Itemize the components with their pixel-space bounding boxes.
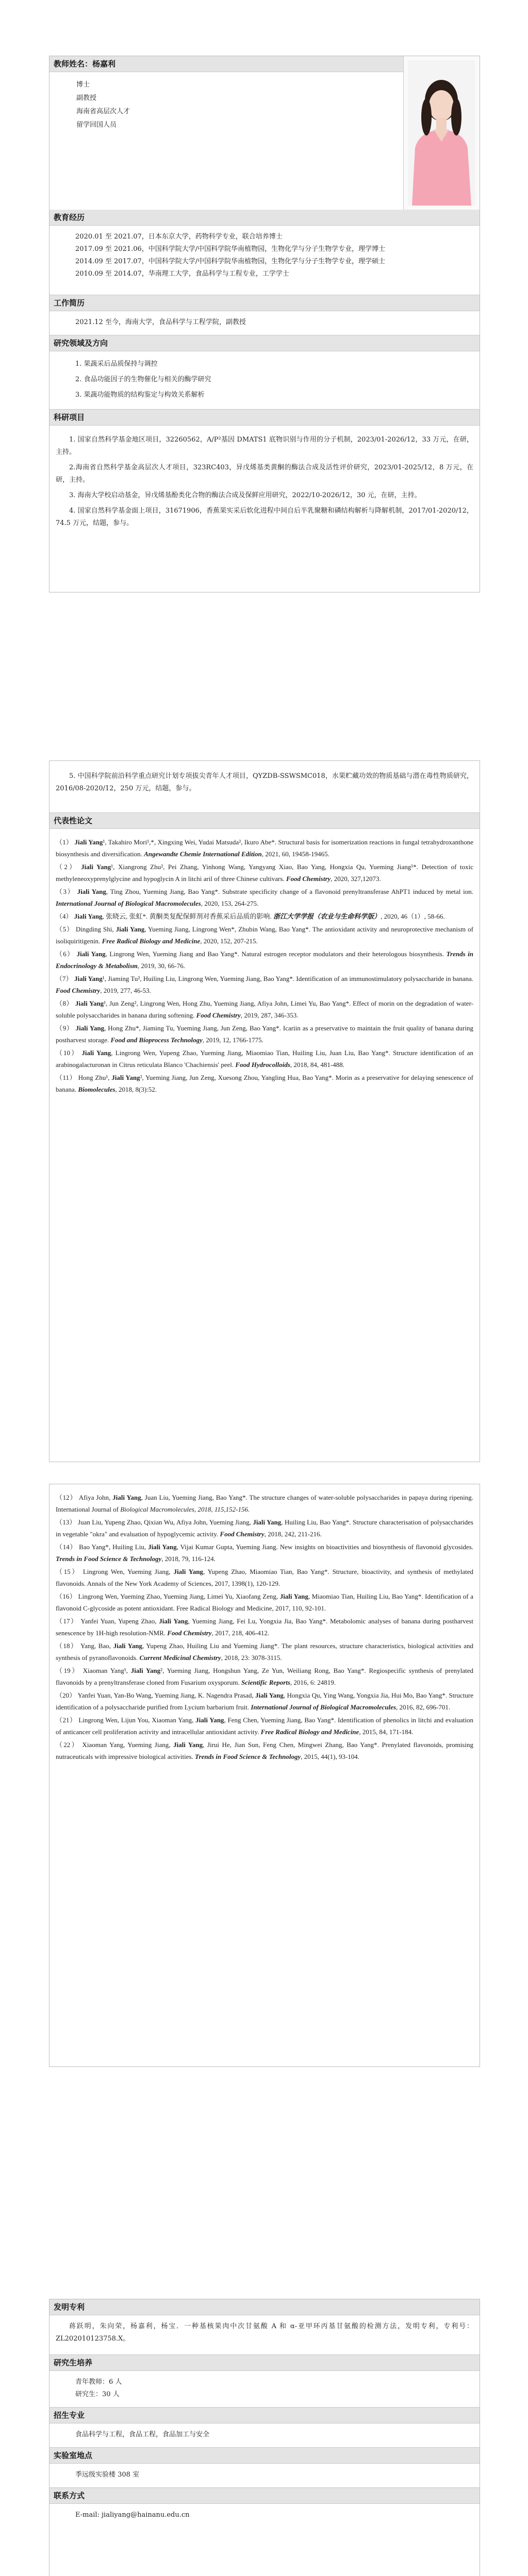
project-item: 2.海南省自然科学基金高层次人才项目，323RC403，异戊烯基类黄酮的酶法合成及活性评价研究，2023/01-2025/12，8 万元，在研，主持。: [56, 464, 473, 484]
paper-item: （6） Jiali Yang, Lingrong Wen, Yueming Jiang and Bao Yang*. Natural estrogen receptor modulators and their heterologous biosynthesis. Trends in Endocrinology & Metabolism, 2019, 30, 66-76.: [56, 950, 473, 970]
work-heading: 工作简历: [50, 295, 480, 311]
research-direction-list: [50, 351, 480, 409]
paper-item: （12） Afiya John, Jiali Yang, Juan Liu, Yueming Jiang, Bao Yang*. The structure changes of water-soluble polysaccharides in papaya during ripening. International Journal of Biological Macromolecules, 2018, 115,152-156.: [56, 1494, 473, 1513]
project-item: 4. 国家自然科学基金面上项目，31671906，香蕉果实采后软化进程中间自后半乳聚糖和磷结构解析与降解机制，2017/01-2020/12，74.5 万元，结题，参与。: [56, 507, 473, 527]
paper-item: （19） Xiaoman Yang¹, Jiali Yang², Yueming Jiang, Hongshun Yang, Ze Yun, Weiliang Rong, Bao Yang*. Regiospecific synthesis of prenylated flavonoids by a prenyltransferase cloned from Fusarium oxysporum. Scientific Reports, 2016, 6: 24819.: [56, 1667, 473, 1686]
list-item: 3. 果蔬功能物质的结构鉴定与构效关系解析: [75, 391, 205, 399]
misc-card: [49, 2299, 480, 2576]
paper-item: （22） Xiaoman Yang, Yueming Jiang, Jiali Yang, Jirui He, Jian Sun, Feng Chen, Mingwei Zhang, Bao Yang*. Prenylated flavonoids, promising nutraceuticals with impressive biological activities. Trends in Food Science & Technology, 2015, 44(1), 93-104.: [56, 1741, 473, 1760]
paper-item: （10） Jiali Yang, Lingrong Wen, Yupeng Zhao, Yueming Jiang, Miaomiao Tian, Huiling Liu, Juan Liu, Bao Yang*. Structure identification of an arabinogalacturonan in Citrus reticulata Blanco 'Chachiensis' peel. Food Hydrocolloids, 2018, 84, 481-488.: [56, 1049, 473, 1069]
contact-list: [50, 2504, 480, 2528]
research-direction-heading: 研究领域及方向: [50, 335, 480, 351]
patents-list: [50, 2315, 480, 2354]
paper-item: （2） Jiali Yang¹, Xiangrong Zhu², Pei Zhang, Yinhong Wang, Yangyang Xiao, Bao Yang, Hongxia Qu, Yueming Jiang¹*. Detection of toxic methyleneoxyprenylglycine and hypoglycin A in litchi aril of three Chinese cultivars. Food Chemistry, 2020, 327,12073.: [56, 863, 473, 883]
patents-heading: 发明专利: [50, 2299, 480, 2315]
paper-item: （3） Jiali Yang, Ting Zhou, Yueming Jiang, Bao Yang*. Substrate specificity change of a flavonoid prenyltransferase AhPT1 induced by metal ion. International Journal of Biological Macromolecules, 2020, 153, 264-275.: [56, 888, 473, 907]
paper-item: （20） Yanfei Yuan, Yan-Bo Wang, Yueming Jiang, K. Nagendra Prasad, Jiali Yang, Hongxia Qu, Ying Wang, Yongxia Jia, Hui Mo, Bao Yang*. Structure identification of a polysaccharide purified from Lycium barbarium fruit. International Journal of Biological Macromolecules, 2016, 82, 696-701.: [56, 1691, 473, 1711]
project-item: 1. 国家自然科学基金地区项目，32260562，A/P²基因 DMATS1 底物识别与作用的分子机制，2023/01-2026/12，33 万元，在研，主持。: [56, 436, 473, 456]
paper-item: （16） Lingrong Wen, Yueming Zhao, Yueming Jiang, Limei Yu, Xiaofang Zeng, Jiali Yang, Miaomiao Tian, Huiling Liu, Bao Yang*. Identification of a flavonoid C-glycoside as potent antioxidant. Free Radical Biology and Medicine, 2017, 110, 92-101.: [56, 1592, 473, 1612]
paper-item: （1） Jiali Yang¹, Takahiro Mori¹,*, Xingxing Wei, Yudai Matsuda², Ikuro Abe*. Structural basis for isomerization reactions in fungal tetrahydroxanthone biosynthesis and diversification. Angewandte Chemie International Edition, 2021, 60, 19458-19465.: [56, 838, 473, 858]
list-item: 青年教师：6 人: [75, 2378, 122, 2386]
paper-item: （7） Jiali Yang¹, Jiaming Tu², Huiling Liu, Lingrong Wen, Yueming Jiang, Bao Yang*. Identification of an immunostimulatory polysaccharide in banana. Food Chemistry, 2019, 277, 46-53.: [56, 975, 473, 994]
list-item: 2017.09 至 2021.06，中国科学院大学/中国科学院华南植物园，生物化学与分子生物学专业，理学博士: [75, 245, 386, 253]
list-item: 2014.09 至 2017.07，中国科学院大学/中国科学院华南植物园，生物化学与分子生物学专业，理学硕士: [75, 258, 386, 265]
profile-header: [50, 56, 480, 210]
papers-card-1: [49, 760, 480, 1462]
paper-item: （17） Yanfei Yuan, Yupeng Zhao, Jiali Yang, Yueming Jiang, Fei Lu, Yongxia Jia, Bao Yang*. Metabolomic analyses of banana during postharvest senescence by 1H-high resolution-NMR. Food Chemistry, 2017, 218, 406-412.: [56, 1617, 474, 1637]
profile-card: [49, 56, 480, 592]
paper-item: （13） Juan Liu, Yupeng Zhao, Qixian Wu, Afiya John, Yueming Jiang, Jiali Yang, Huiling Liu, Bao Yang*. Structure characterisation of polysaccharides in vegetable "okra" and evaluation of hypoglycemic activity. Food Chemistry, 2018, 242, 211-216.: [56, 1518, 473, 1538]
enrollment-list: [50, 2424, 480, 2447]
paper-item: （21） Lingrong Wen, Lijun You, Xiaoman Yang, Jiali Yang, Feng Chen, Yueming Jiang, Bao Yang*. Identification of phenolics in litchi and evaluation of anticancer cell proliferation activity and intracellular antioxidant activity. Free Radical Biology and Medicine, 2015, 84, 171-184.: [56, 1716, 473, 1736]
projects-list-cont: [50, 761, 480, 812]
papers-list-cont: [50, 1484, 480, 1770]
info-line: 副教授: [76, 94, 97, 102]
paper-item: （18） Yang, Bao, Jiali Yang, Yupeng Zhao, Huiling Liu and Yueming Jiang*. The plant resources, structure characteristics, biological activities and synthesis of pyranoflavonoids. Current Medicinal Chemistry, 2018, 23: 3078-3115.: [56, 1642, 474, 1662]
lab-list: [50, 2464, 480, 2487]
list-item: 2021.12 至今，海南大学，食品科学与工程学院，副教授: [75, 318, 246, 326]
education-list: [50, 226, 480, 295]
paper-item: （5） Dingding Shi, Jiali Yang, Yueming Jiang, Lingrong Wen*, Zhubin Wang, Bao Yang*. The antioxidant activity and neuroprotective mechanism of isoliquiritigenin. Free Radical Biology and Medicine, 2020, 152, 207-215.: [56, 925, 473, 945]
paper-item: （9） Jiali Yang, Hong Zhu*, Jiaming Tu, Yueming Jiang, Jun Zeng, Bao Yang*. Icariin as a preservative to maintain the fruit quality of banana during postharvest storage. Food and Bioprocess Technology, 2019, 12, 1766-1775.: [56, 1024, 473, 1044]
info-line: 留学回国人员: [76, 121, 117, 129]
enrollment-heading: 招生专业: [50, 2407, 480, 2424]
list-item: 研究生：30 人: [75, 2391, 120, 2398]
list-item: 食品科学与工程，食品工程，食品加工与安全: [75, 2431, 210, 2438]
papers-card-2: [49, 1484, 480, 2067]
teacher-name: 教师姓名：杨嘉利: [50, 56, 407, 72]
project-item: 3. 海南大学校启动基金，异戊烯基酚类化合物的酶法合成及保鲜应用研究，2022/10-2026/12，30 元，在研，主持。: [69, 492, 421, 499]
project-item: 5. 中国科学院前沿科学重点研究计划专项拔尖青年人才项目，QYZDB-SSWSMC018，水果贮藏功效的物质基础与潜在毒性物质研究，2016/08-2020/12，250 万元，结题，参与。: [56, 772, 473, 792]
paper-item: （15） Lingrong Wen, Yueming Jiang, Jiali Yang, Yupeng Zhao, Miaomiao Tian, Bao Yang*. Structure, bioactivity, and synthesis of methylated flavonoids. Annals of the New York Academy of Sciences, 2017, 1398(1), 120-129.: [56, 1568, 474, 1587]
work-list: [50, 311, 480, 335]
email-link[interactable]: E-mail: jialiyang@hainanu.edu.cn: [75, 2511, 190, 2519]
list-item: 2010.09 至 2014.07，华南理工大学，食品科学与工程专业，工学学士: [75, 270, 289, 278]
paper-item: （4） Jiali Yang, 张晓云, 张虹*. 黄酮类复配保鲜剂对香蕉采后品质的影响. 浙江大学学报（农业与生命科学版）, 2020, 46（1）, 58-66.: [56, 912, 445, 920]
portrait-photo-icon: [408, 60, 475, 206]
paper-item: （14） Bao Yang*, Huiling Liu, Jiali Yang, Vijai Kumar Gupta, Yueming Jiang. New insights on bioactivities and biosynthesis of flavonoid glycosides. Trends in Food Science & Technology, 2018, 79, 116-124.: [56, 1543, 474, 1563]
list-item: 1. 果蔬采后品质保持与调控: [75, 360, 158, 368]
profile-info: [50, 72, 403, 132]
projects-heading: 科研项目: [50, 409, 480, 426]
portrait-photo: [403, 56, 480, 210]
paper-item: （8） Jiali Yang¹, Jun Zeng², Lingrong Wen, Hong Zhu, Yueming Jiang, Afiya John, Limei Yu, Bao Yang*. Effect of morin on the degradation of water-soluble polysaccharides in banana during softening. Food Chemistry, 2019, 287, 346-353.: [56, 999, 473, 1019]
lab-heading: 实验室地点: [50, 2447, 480, 2464]
contact-heading: 联系方式: [50, 2487, 480, 2504]
list-item: 2020.01 至 2021.07，日本东京大学，药物科学专业，联合培养博士: [75, 233, 283, 241]
team-heading: 研究生培养: [50, 2354, 480, 2371]
education-heading: 教育经历: [50, 210, 480, 226]
list-item: 季远级实验楼 308 室: [75, 2471, 140, 2479]
info-line: 博士: [76, 81, 90, 89]
paper-item: （11） Hong Zhu¹, Jiali Yang², Yueming Jiang, Jun Zeng, Xuesong Zhou, Yangling Hua, Bao Yang*. Morin as a preservative for delaying senescence of banana. Biomolecules, 2018, 8(3):52.: [56, 1074, 474, 1093]
papers-heading: 代表性论文: [50, 812, 480, 829]
papers-list: [50, 829, 480, 1103]
team-list: [50, 2371, 480, 2407]
patent-item: 蒋跃明，朱向荣，杨嘉利，杨宝．一种基核果肉中次甘氨酸 A 和 α-亚甲环丙基甘氨酸的检测方法，发明专利，专利号：ZL202010123758.X。: [56, 2323, 473, 2343]
projects-list: [50, 426, 480, 539]
list-item: 2. 食品功能因子的生物催化与相关的酶学研究: [75, 376, 211, 383]
info-line: 海南省高层次人才: [76, 108, 130, 115]
